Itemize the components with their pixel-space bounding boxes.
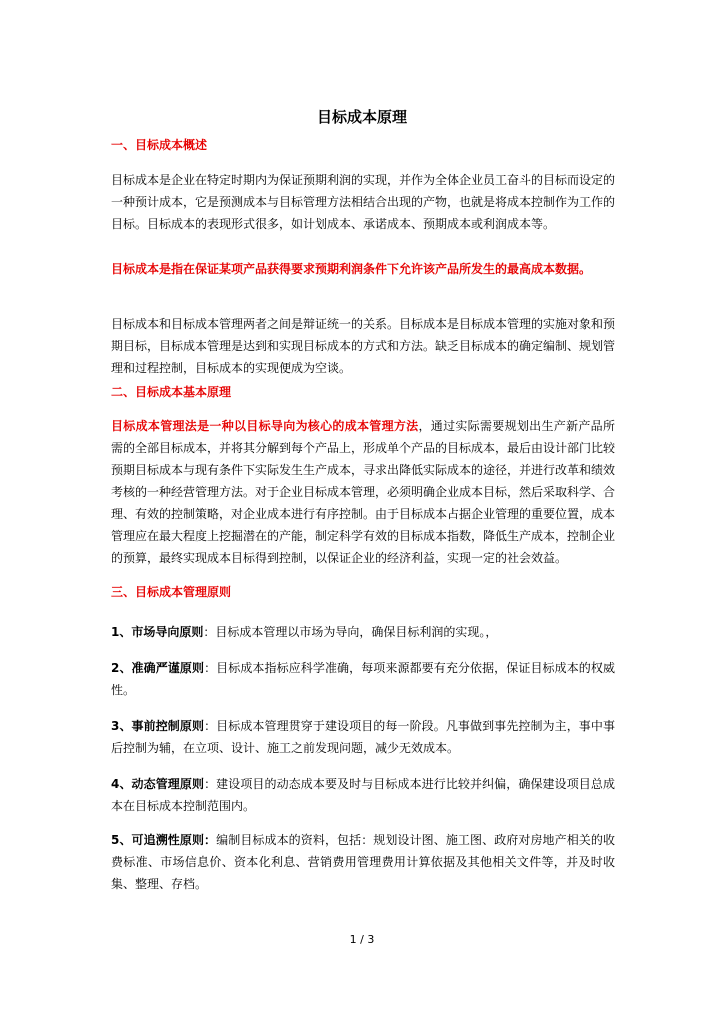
- principle-lead-text: 目标成本管理法是一种以目标导向为核心的成本管理方法: [111, 419, 419, 433]
- principle-body-text: ，通过实际需要规划出生产新产品所需的全部目标成本，并将其分解到每个产品上，形成单个产品的目标成本，最后由设计部门比较预期目标成本与现有条件下实际发生生产成本，寻求出降低实际成本的途径，并进行改革和绩效考核的一种经营管理方法。对于企业目标成本管理，必须明确企业成本目标，然后采取科学、合理、有效的控制策略，对企业成本进行有序控制。由于目标成本占据企业管理的重要位置，成本管理应在最大程度上挖掘潜在的产能，制定科学有效的目标成本指数，降低生产成本，控制企业的预算，最终实现成本目标得到控制，以保证企业的经济利益，实现一定的社会效益。: [111, 419, 616, 565]
- rule-label: 1、市场导向原则: [111, 625, 204, 639]
- rule-text: 目标成本管理以市场为导向，确保目标利润的实现。，: [215, 625, 498, 639]
- rule-label: 3、事前控制原则: [111, 719, 205, 733]
- paragraph-overview: 目标成本是企业在特定时期内为保证预期利润的实现，并作为全体企业员工奋斗的目标而设定的一种预计成本，它是预测成本与目标管理方法相结合出现的产物，也就是将成本控制作为工作的目标。目标成本的表现形式很多，如计划成本、承诺成本、预期成本或利润成本等。: [111, 173, 616, 231]
- page-title: 目标成本原理: [316, 108, 407, 126]
- rule-item: [111, 657, 615, 701]
- paragraph-principle: [111, 415, 615, 569]
- rule-label: 2、准确严谨原则: [111, 661, 205, 675]
- section-heading-overview: 一、目标成本概述: [111, 138, 208, 152]
- paragraph-definition: 目标成本是指在保证某项产品获得要求预期利润条件下允许该产品所发生的最高成本数据。: [111, 262, 592, 276]
- rule-text: 目标成本管理贯穿于建设项目的每一阶段。凡事做到事先控制为主，事中事后控制为辅，在立项、设计、施工之前发现问题，减少无效成本。: [111, 719, 615, 755]
- rule-item: [111, 715, 615, 759]
- rule-text: 编制目标成本的资料，包括：规划设计图、施工图、政府对房地产相关的收费标准、市场信息价、资本化利息、营销费用管理费用计算依据及其他相关文件等，并及时收集、整理、存档。: [111, 833, 615, 891]
- rule-item: [111, 829, 615, 895]
- rule-label: 4、动态管理原则: [111, 777, 205, 791]
- paragraph-relationship: 目标成本和目标成本管理两者之间是辩证统一的关系。目标成本是目标成本管理的实施对象和预期目标，目标成本管理是达到和实现目标成本的方式和方法。缺乏目标成本的确定编制、规划管理和过程控制，目标成本的实现便成为空谈。: [111, 317, 616, 375]
- section-heading-rules: 三、目标成本管理原则: [111, 585, 232, 599]
- rule-separator: ：: [204, 661, 217, 675]
- rule-separator: ：: [203, 625, 216, 639]
- rule-text: 建设项目的动态成本要及时与目标成本进行比较并纠偏，确保建设项目总成本在目标成本控制范围内。: [111, 777, 615, 813]
- rule-label: 5、可追溯性原则：: [111, 833, 217, 847]
- page-number: 1 / 3: [349, 933, 375, 946]
- section-heading-principle: 二、目标成本基本原理: [111, 385, 232, 399]
- rule-item: [111, 773, 615, 817]
- rule-separator: ：: [204, 777, 217, 791]
- rule-item: [111, 621, 615, 643]
- rule-separator: ：: [204, 719, 217, 733]
- rule-text: 目标成本指标应科学准确，每项来源都要有充分依据，保证目标成本的权威性。: [111, 661, 615, 697]
